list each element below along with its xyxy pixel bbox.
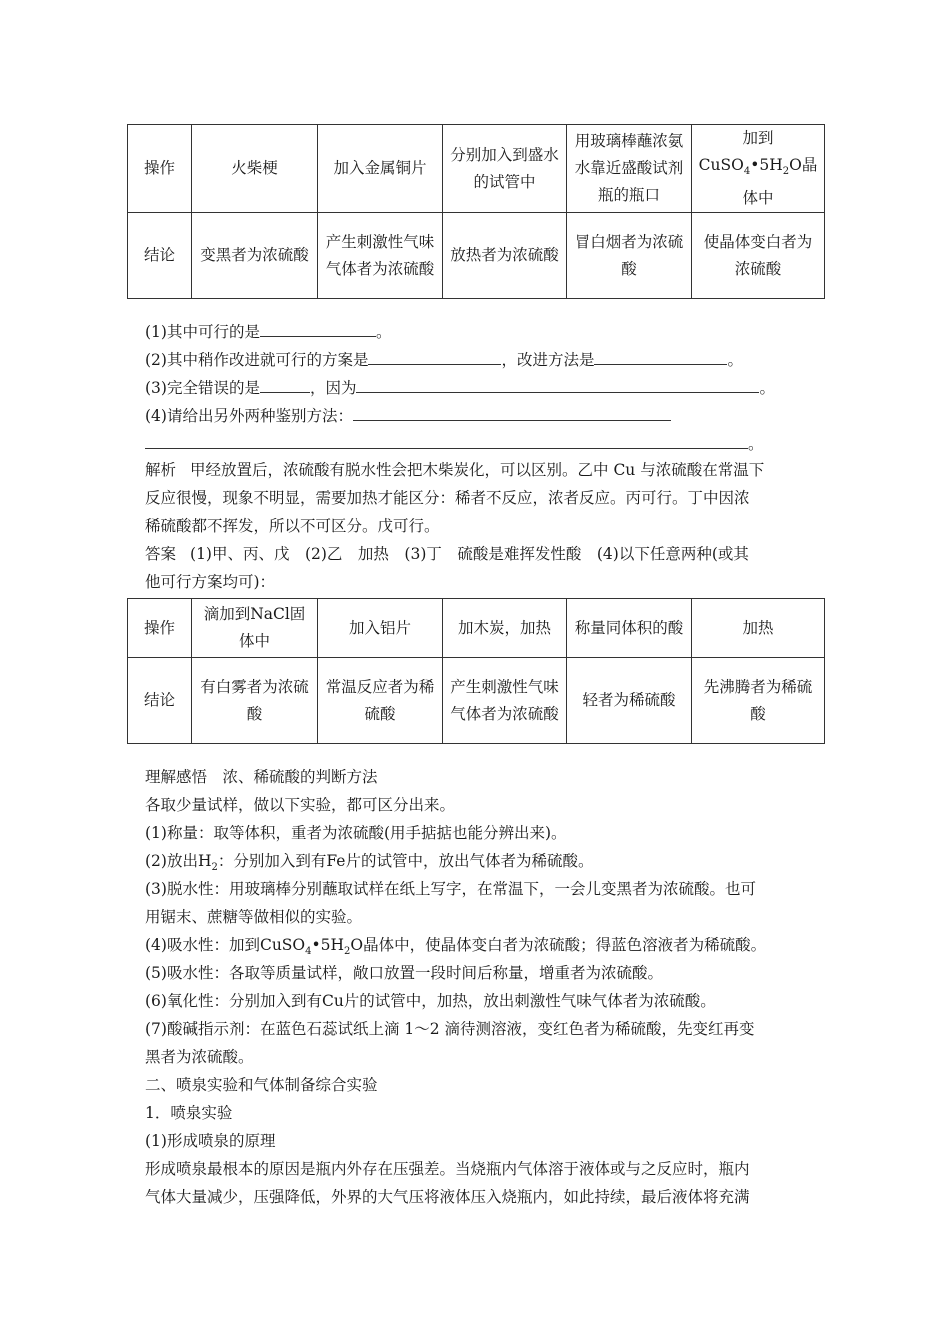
analysis-line-1 [145,460,764,480]
cell-line: 加到 [742,129,774,147]
table-cell: 冒白烟者为浓硫酸 [567,213,692,299]
subsection-heading: 1．喷泉实验 [145,1104,233,1122]
question-3 [145,377,775,398]
insight-title: 理解感悟 浓、稀硫酸的判断方法 [145,768,378,786]
table-cell: 加入铝片 [318,599,443,658]
punctuation: 。 [375,323,392,341]
question-1 [145,321,391,342]
answer-line-2: 他可行方案均可)： [145,573,276,591]
table-cell: 结论 [128,658,192,744]
paragraph-line-1: 形成喷泉最根本的原因是瓶内外存在压强差。当烧瓶内气体溶于液体或与之反应时，瓶内 [145,1160,750,1178]
insight-item-3-continued: 用锯末、蔗糖等做相似的实验。 [145,908,363,926]
subscript: 4 [743,166,751,178]
paragraph-line-2: 气体大量减少，压强降低，外界的大气压将液体压入烧瓶内，如此持续，最后液体将充满 [145,1188,750,1206]
answer-blank[interactable] [594,349,727,365]
answer-blank[interactable] [368,349,501,365]
insight-item-7-continued: 黑者为浓硫酸。 [145,1048,254,1066]
table-cell [692,125,825,213]
question-text: (1)其中可行的是 [145,323,260,341]
question-text: (4)请给出另外两种鉴别方法： [145,407,353,425]
insight-item-2 [145,851,593,878]
table-cell: 操作 [128,599,192,658]
answer-label: 答案 [145,545,177,563]
comparison-table-1 [127,124,825,299]
table-cell: 分别加入到盛水的试管中 [443,125,567,213]
question-text: ，因为 [309,379,357,397]
insight-item-3: (3)脱水性：用玻璃棒分别蘸取试样在纸上写字，在常温下，一会儿变黑者为浓硫酸。也可 [145,880,756,898]
table-cell: 有白雾者为浓硫酸 [192,658,318,744]
cell-line: •5H [750,156,783,174]
table-cell: 加热 [692,599,825,658]
cell-line: O晶体中 [742,156,818,208]
question-text: (2)其中稍作改进就可行的方案是 [145,351,369,369]
punctuation: 。 [727,351,743,369]
question-2 [145,349,743,370]
answer-blank[interactable] [260,377,310,393]
insight-item-6: (6)氧化性：分别加入到有Cu片的试管中，加热，放出刺激性气味气体者为浓硫酸。 [145,992,716,1010]
answer-blank[interactable] [260,321,376,337]
table-cell: 火柴梗 [192,125,318,213]
table-row [128,599,825,658]
table-cell: 先沸腾者为稀硫酸 [692,658,825,744]
punctuation: 。 [748,435,764,453]
table-cell: 常温反应者为稀硫酸 [318,658,443,744]
table-cell: 操作 [128,125,192,213]
table-row [128,125,825,213]
table-row [128,213,825,299]
table-row [128,658,825,744]
table-cell: 加入金属铜片 [318,125,443,213]
insight-intro: 各取少量试样，做以下实验，都可区分出来。 [145,796,456,814]
analysis-label: 解析 [145,461,177,479]
item-text: ：分别加入到有Fe片的试管中，放出气体者为稀硫酸。 [217,852,594,870]
table-cell: 滴加到NaCl固体中 [192,599,318,658]
table-cell: 产生刺激性气味气体者为浓硫酸 [318,213,443,299]
answer-blank[interactable] [145,433,748,449]
item-text: (2)放出H [145,852,212,870]
insight-item-5: (5)吸水性：各取等质量试样，敞口放置一段时间后称量，增重者为浓硫酸。 [145,964,663,982]
insight-item-4 [145,935,766,962]
question-4 [145,405,671,426]
item-text: •5H [311,936,345,954]
table-cell: 产生刺激性气味气体者为浓硫酸 [443,658,567,744]
comparison-table-2 [127,598,825,744]
table-cell: 结论 [128,213,192,299]
answer-line-1 [145,544,749,564]
subscript: 4 [305,946,312,958]
subsection-title: (1)形成喷泉的原理 [145,1132,276,1150]
question-text: (3)完全错误的是 [145,379,260,397]
insight-item-7: (7)酸碱指示剂：在蓝色石蕊试纸上滴 1～2 滴待测溶液，变红色者为稀硫酸，先变红再变 [145,1020,755,1038]
subscript: 2 [782,166,790,178]
answer-blank[interactable] [353,405,671,421]
answer-blank[interactable] [356,377,759,393]
analysis-line-3: 稀硫酸都不挥发，所以不可区分。戊可行。 [145,517,440,535]
question-text: ，改进方法是 [501,351,595,369]
item-text: O晶体中，使晶体变白者为浓硫酸；得蓝色溶液者为稀硫酸。 [350,936,767,954]
table-cell: 轻者为稀硫酸 [567,658,692,744]
insight-item-1: (1)称量：取等体积，重者为浓硫酸(用手掂掂也能分辨出来)。 [145,824,567,842]
subscript: 2 [211,862,218,874]
item-text: (4)吸水性：加到CuSO [145,936,306,954]
punctuation: 。 [759,379,775,397]
table-cell: 放热者为浓硫酸 [443,213,567,299]
table-cell: 用玻璃棒蘸浓氨水靠近盛酸试剂瓶的瓶口 [567,125,692,213]
subscript: 2 [344,946,351,958]
table-cell: 变黑者为浓硫酸 [192,213,318,299]
analysis-line-2: 反应很慢，现象不明显，需要加热才能区分：稀者不反应，浓者反应。丙可行。丁中因浓 [145,489,750,507]
cell-line: CuSO [698,156,744,174]
answer-text: (1)甲、丙、戊 (2)乙 加热 (3)丁 硫酸是难挥发性酸 (4)以下任意两种(或其 [190,545,749,563]
table-cell: 称量同体积的酸 [567,599,692,658]
analysis-text: 甲经放置后，浓硫酸有脱水性会把木柴炭化，可以区别。乙中 Cu 与浓硫酸在常温下 [190,461,765,479]
table-cell: 使晶体变白者为浓硫酸 [692,213,825,299]
section-heading: 二、喷泉实验和气体制备综合实验 [145,1076,378,1094]
question-4-continued [145,433,764,454]
table-cell: 加木炭，加热 [443,599,567,658]
